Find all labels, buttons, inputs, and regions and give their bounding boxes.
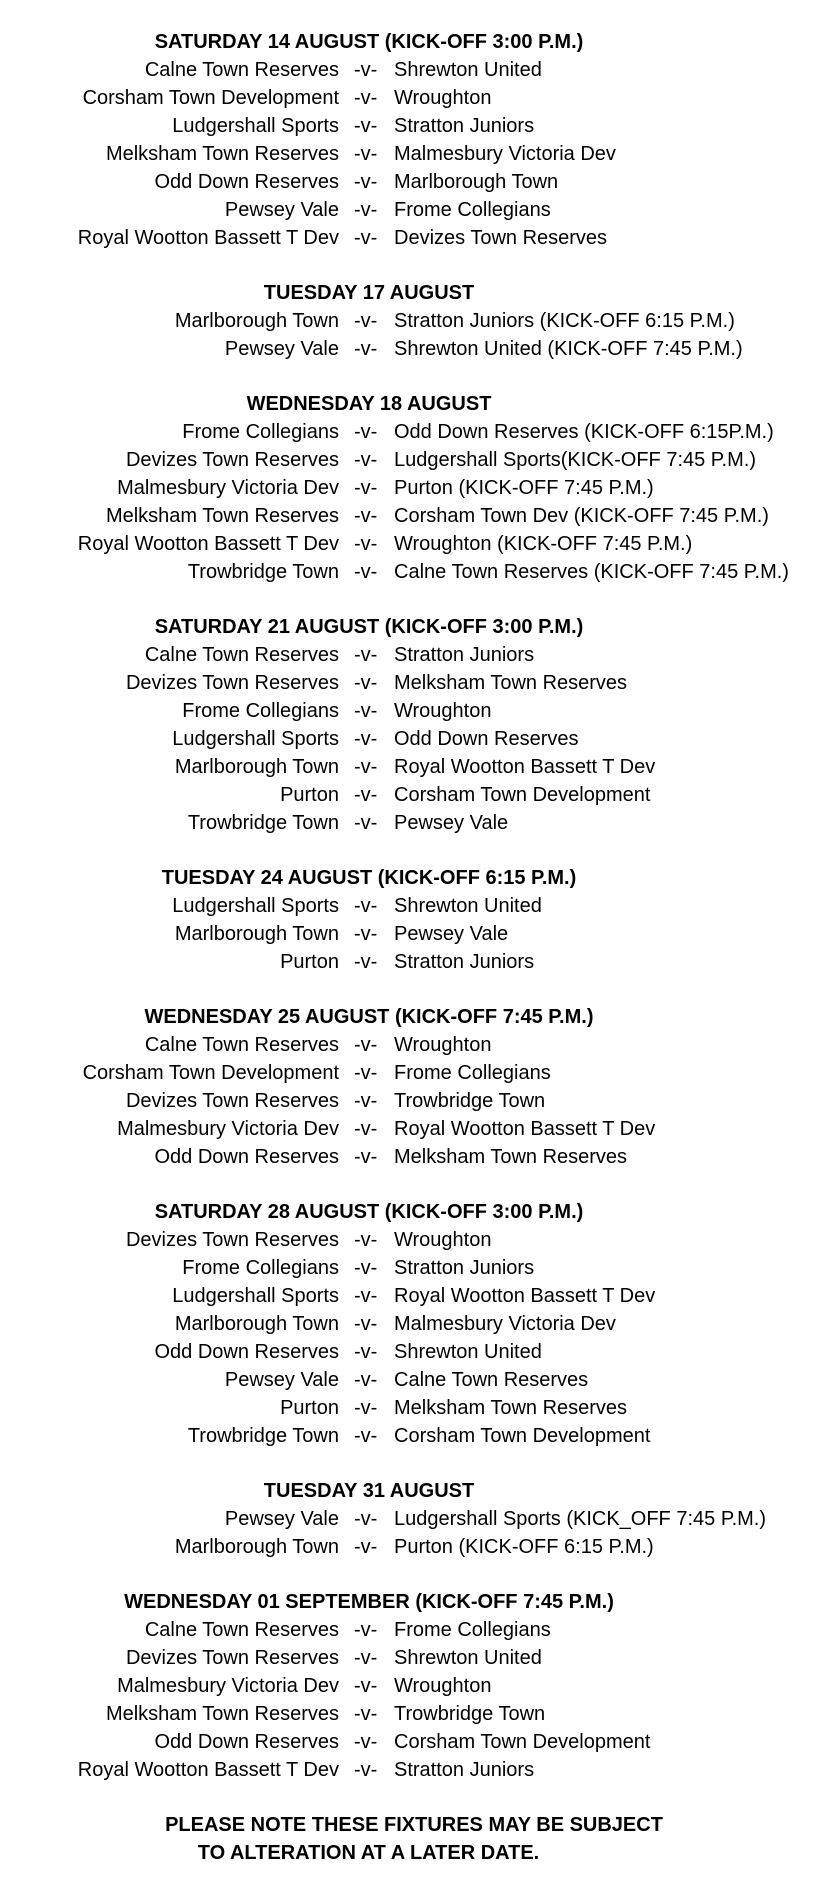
versus-separator: -v-: [354, 227, 378, 249]
fixture-row: [0, 224, 835, 252]
section-heading: [0, 864, 835, 892]
versus-separator: -v-: [354, 1257, 378, 1279]
versus-separator: -v-: [354, 1536, 378, 1558]
versus-separator: -v-: [354, 1675, 378, 1697]
home-team: Odd Down Reserves: [154, 1146, 339, 1168]
away-team: Wroughton: [394, 1675, 492, 1697]
fixture-row: [0, 418, 835, 446]
away-team: Wroughton: [394, 1034, 492, 1056]
versus-separator: -v-: [354, 812, 378, 834]
fixture-row: [0, 530, 835, 558]
home-team: Malmesbury Victoria Dev: [117, 1675, 339, 1697]
home-team: Marlborough Town: [174, 1536, 339, 1558]
versus-separator: -v-: [354, 1341, 378, 1363]
away-team: Purton (KICK-OFF 6:15 P.M.): [394, 1536, 654, 1558]
versus-separator: -v-: [354, 338, 378, 360]
versus-separator: -v-: [354, 1703, 378, 1725]
versus-separator: -v-: [354, 1285, 378, 1307]
fixture-row: [0, 1282, 835, 1310]
fixture-row: [0, 196, 835, 224]
versus-separator: -v-: [354, 1508, 378, 1530]
versus-separator: -v-: [354, 700, 378, 722]
away-team: Wroughton: [394, 87, 492, 109]
fixture-row: [0, 892, 835, 920]
fixture-row: [0, 1087, 835, 1115]
fixture-section: [0, 1588, 835, 1784]
fixture-row: [0, 1059, 835, 1087]
section-heading-text: TUESDAY 31 AUGUST: [263, 1480, 475, 1502]
fixture-sections: [0, 28, 835, 1784]
home-team: Melksham Town Reserves: [105, 505, 339, 527]
home-team: Calne Town Reserves: [144, 1619, 339, 1641]
fixture-row: [0, 753, 835, 781]
versus-separator: -v-: [354, 923, 378, 945]
section-heading: [0, 1477, 835, 1505]
home-team: Odd Down Reserves: [154, 1341, 339, 1363]
away-team: Marlborough Town: [394, 171, 559, 193]
versus-separator: -v-: [354, 1425, 378, 1447]
home-team: Royal Wootton Bassett T Dev: [77, 533, 339, 555]
away-team: Stratton Juniors: [394, 1759, 535, 1781]
home-team: Marlborough Town: [174, 756, 339, 778]
fixture-section: [0, 28, 835, 252]
away-team: Frome Collegians: [394, 1062, 551, 1084]
versus-separator: -v-: [354, 1118, 378, 1140]
home-team: Trowbridge Town: [187, 812, 339, 834]
away-team: Shrewton United: [394, 895, 542, 917]
fixture-section: [0, 390, 835, 586]
fixture-row: [0, 84, 835, 112]
versus-separator: -v-: [354, 87, 378, 109]
home-team: Royal Wootton Bassett T Dev: [77, 227, 339, 249]
away-team: Shrewton United: [394, 59, 542, 81]
home-team: Corsham Town Development: [82, 1062, 339, 1084]
fixture-row: [0, 335, 835, 363]
away-team: Stratton Juniors: [394, 644, 535, 666]
fixture-row: [0, 1254, 835, 1282]
footer-note-line-2: [0, 1839, 835, 1867]
fixture-row: [0, 1031, 835, 1059]
versus-separator: -v-: [354, 115, 378, 137]
home-team: Trowbridge Town: [187, 561, 339, 583]
versus-separator: -v-: [354, 951, 378, 973]
section-heading-text: TUESDAY 24 AUGUST (KICK-OFF 6:15 P.M.): [161, 867, 577, 889]
away-team: Melksham Town Reserves: [394, 1146, 628, 1168]
section-heading: [0, 613, 835, 641]
versus-separator: -v-: [354, 1090, 378, 1112]
versus-separator: -v-: [354, 1229, 378, 1251]
home-team: Odd Down Reserves: [154, 1731, 339, 1753]
fixture-section: [0, 613, 835, 837]
versus-separator: -v-: [354, 756, 378, 778]
fixture-row: [0, 307, 835, 335]
home-team: Ludgershall Sports: [172, 115, 339, 137]
home-team: Marlborough Town: [174, 1313, 339, 1335]
versus-separator: -v-: [354, 644, 378, 666]
away-team: Odd Down Reserves (KICK-OFF 6:15P.M.): [394, 421, 774, 443]
fixture-row: [0, 809, 835, 837]
fixture-row: [0, 1366, 835, 1394]
versus-separator: -v-: [354, 728, 378, 750]
away-team: Wroughton: [394, 1229, 492, 1251]
home-team: Purton: [280, 951, 339, 973]
versus-separator: -v-: [354, 505, 378, 527]
fixture-row: [0, 168, 835, 196]
section-heading-text: WEDNESDAY 25 AUGUST (KICK-OFF 7:45 P.M.): [144, 1006, 594, 1028]
versus-separator: -v-: [354, 1397, 378, 1419]
versus-separator: -v-: [354, 449, 378, 471]
home-team: Odd Down Reserves: [154, 171, 339, 193]
home-team: Royal Wootton Bassett T Dev: [77, 1759, 339, 1781]
away-team: Trowbridge Town: [394, 1703, 546, 1725]
section-heading: [0, 1198, 835, 1226]
versus-separator: -v-: [354, 895, 378, 917]
versus-separator: -v-: [354, 477, 378, 499]
home-team: Trowbridge Town: [187, 1425, 339, 1447]
away-team: Royal Wootton Bassett T Dev: [394, 1285, 656, 1307]
home-team: Calne Town Reserves: [144, 644, 339, 666]
away-team: Stratton Juniors: [394, 1257, 535, 1279]
fixture-row: [0, 1422, 835, 1450]
versus-separator: -v-: [354, 533, 378, 555]
section-heading-text: WEDNESDAY 18 AUGUST: [246, 393, 492, 415]
away-team: Malmesbury Victoria Dev: [394, 143, 616, 165]
versus-separator: -v-: [354, 672, 378, 694]
away-team: Ludgershall Sports(KICK-OFF 7:45 P.M.): [394, 449, 756, 471]
fixture-row: [0, 502, 835, 530]
fixture-row: [0, 1226, 835, 1254]
home-team: Purton: [280, 784, 339, 806]
fixture-row: [0, 1672, 835, 1700]
versus-separator: -v-: [354, 59, 378, 81]
away-team: Odd Down Reserves: [394, 728, 579, 750]
fixture-section: [0, 1198, 835, 1450]
away-team: Calne Town Reserves (KICK-OFF 7:45 P.M.): [394, 561, 789, 583]
home-team: Pewsey Vale: [224, 199, 339, 221]
fixture-row: [0, 558, 835, 586]
fixture-row: [0, 1644, 835, 1672]
fixture-row: [0, 697, 835, 725]
home-team: Frome Collegians: [182, 421, 339, 443]
home-team: Marlborough Town: [174, 923, 339, 945]
home-team: Melksham Town Reserves: [105, 1703, 339, 1725]
fixture-row: [0, 1143, 835, 1171]
away-team: Malmesbury Victoria Dev: [394, 1313, 616, 1335]
fixture-row: [0, 1115, 835, 1143]
fixture-row: [0, 474, 835, 502]
section-heading: [0, 279, 835, 307]
fixture-row: [0, 1394, 835, 1422]
away-team: Devizes Town Reserves: [394, 227, 608, 249]
versus-separator: -v-: [354, 1619, 378, 1641]
footer-note-text-2: TO ALTERATION AT A LATER DATE.: [197, 1842, 540, 1864]
fixture-row: [0, 1505, 835, 1533]
versus-separator: -v-: [354, 561, 378, 583]
fixture-row: [0, 56, 835, 84]
away-team: Shrewton United (KICK-OFF 7:45 P.M.): [394, 338, 743, 360]
footer-note-text-1: PLEASE NOTE THESE FIXTURES MAY BE SUBJECT: [165, 1814, 663, 1836]
fixture-row: [0, 641, 835, 669]
away-team: Frome Collegians: [394, 199, 551, 221]
home-team: Pewsey Vale: [224, 1508, 339, 1530]
section-heading-text: TUESDAY 17 AUGUST: [263, 282, 475, 304]
fixture-section: [0, 1003, 835, 1171]
fixture-section: [0, 864, 835, 976]
versus-separator: -v-: [354, 1369, 378, 1391]
away-team: Pewsey Vale: [394, 923, 509, 945]
away-team: Calne Town Reserves: [394, 1369, 589, 1391]
fixture-row: [0, 920, 835, 948]
fixture-row: [0, 725, 835, 753]
footer-note-line-1: [0, 1811, 835, 1839]
away-team: Purton (KICK-OFF 7:45 P.M.): [394, 477, 654, 499]
fixture-row: [0, 948, 835, 976]
fixture-row: [0, 1700, 835, 1728]
fixture-section: [0, 1477, 835, 1561]
away-team: Royal Wootton Bassett T Dev: [394, 756, 656, 778]
home-team: Malmesbury Victoria Dev: [117, 1118, 339, 1140]
versus-separator: -v-: [354, 310, 378, 332]
section-heading-text: SATURDAY 14 AUGUST (KICK-OFF 3:00 P.M.): [154, 31, 584, 53]
home-team: Calne Town Reserves: [144, 59, 339, 81]
versus-separator: -v-: [354, 1062, 378, 1084]
section-heading: [0, 390, 835, 418]
home-team: Ludgershall Sports: [172, 728, 339, 750]
versus-separator: -v-: [354, 199, 378, 221]
home-team: Devizes Town Reserves: [125, 1647, 339, 1669]
versus-separator: -v-: [354, 143, 378, 165]
away-team: Corsham Town Development: [394, 784, 651, 806]
home-team: Frome Collegians: [182, 700, 339, 722]
fixture-row: [0, 1338, 835, 1366]
away-team: Shrewton United: [394, 1647, 542, 1669]
versus-separator: -v-: [354, 1731, 378, 1753]
fixture-row: [0, 1533, 835, 1561]
home-team: Pewsey Vale: [224, 338, 339, 360]
away-team: Corsham Town Dev (KICK-OFF 7:45 P.M.): [394, 505, 769, 527]
away-team: Melksham Town Reserves: [394, 1397, 628, 1419]
home-team: Pewsey Vale: [224, 1369, 339, 1391]
versus-separator: -v-: [354, 1034, 378, 1056]
section-heading: [0, 28, 835, 56]
away-team: Melksham Town Reserves: [394, 672, 628, 694]
fixture-row: [0, 446, 835, 474]
home-team: Ludgershall Sports: [172, 1285, 339, 1307]
section-heading-text: SATURDAY 28 AUGUST (KICK-OFF 3:00 P.M.): [154, 1201, 584, 1223]
fixture-section: [0, 279, 835, 363]
fixture-list: [0, 28, 835, 1867]
fixture-row: [0, 669, 835, 697]
fixture-row: [0, 1728, 835, 1756]
fixture-row: [0, 140, 835, 168]
home-team: Purton: [280, 1397, 339, 1419]
fixture-row: [0, 112, 835, 140]
versus-separator: -v-: [354, 1313, 378, 1335]
versus-separator: -v-: [354, 1759, 378, 1781]
home-team: Devizes Town Reserves: [125, 1090, 339, 1112]
versus-separator: -v-: [354, 421, 378, 443]
away-team: Corsham Town Development: [394, 1425, 651, 1447]
away-team: Trowbridge Town: [394, 1090, 546, 1112]
home-team: Ludgershall Sports: [172, 895, 339, 917]
home-team: Devizes Town Reserves: [125, 449, 339, 471]
home-team: Malmesbury Victoria Dev: [117, 477, 339, 499]
away-team: Wroughton: [394, 700, 492, 722]
away-team: Shrewton United: [394, 1341, 542, 1363]
away-team: Royal Wootton Bassett T Dev: [394, 1118, 656, 1140]
section-heading: [0, 1003, 835, 1031]
home-team: Frome Collegians: [182, 1257, 339, 1279]
versus-separator: -v-: [354, 171, 378, 193]
away-team: Stratton Juniors: [394, 115, 535, 137]
section-heading-text: SATURDAY 21 AUGUST (KICK-OFF 3:00 P.M.): [154, 616, 584, 638]
fixture-row: [0, 1310, 835, 1338]
home-team: Devizes Town Reserves: [125, 672, 339, 694]
away-team: Pewsey Vale: [394, 812, 509, 834]
fixture-row: [0, 1756, 835, 1784]
away-team: Wroughton (KICK-OFF 7:45 P.M.): [394, 533, 693, 555]
away-team: Frome Collegians: [394, 1619, 551, 1641]
home-team: Marlborough Town: [174, 310, 339, 332]
home-team: Calne Town Reserves: [144, 1034, 339, 1056]
away-team: Stratton Juniors: [394, 951, 535, 973]
fixture-row: [0, 1616, 835, 1644]
versus-separator: -v-: [354, 784, 378, 806]
home-team: Melksham Town Reserves: [105, 143, 339, 165]
fixture-row: [0, 781, 835, 809]
versus-separator: -v-: [354, 1647, 378, 1669]
section-heading-text: WEDNESDAY 01 SEPTEMBER (KICK-OFF 7:45 P.M.): [124, 1591, 614, 1613]
away-team: Stratton Juniors (KICK-OFF 6:15 P.M.): [394, 310, 735, 332]
home-team: Corsham Town Development: [82, 87, 339, 109]
versus-separator: -v-: [354, 1146, 378, 1168]
away-team: Corsham Town Development: [394, 1731, 651, 1753]
section-heading: [0, 1588, 835, 1616]
away-team: Ludgershall Sports (KICK_OFF 7:45 P.M.): [394, 1508, 767, 1530]
home-team: Devizes Town Reserves: [125, 1229, 339, 1251]
